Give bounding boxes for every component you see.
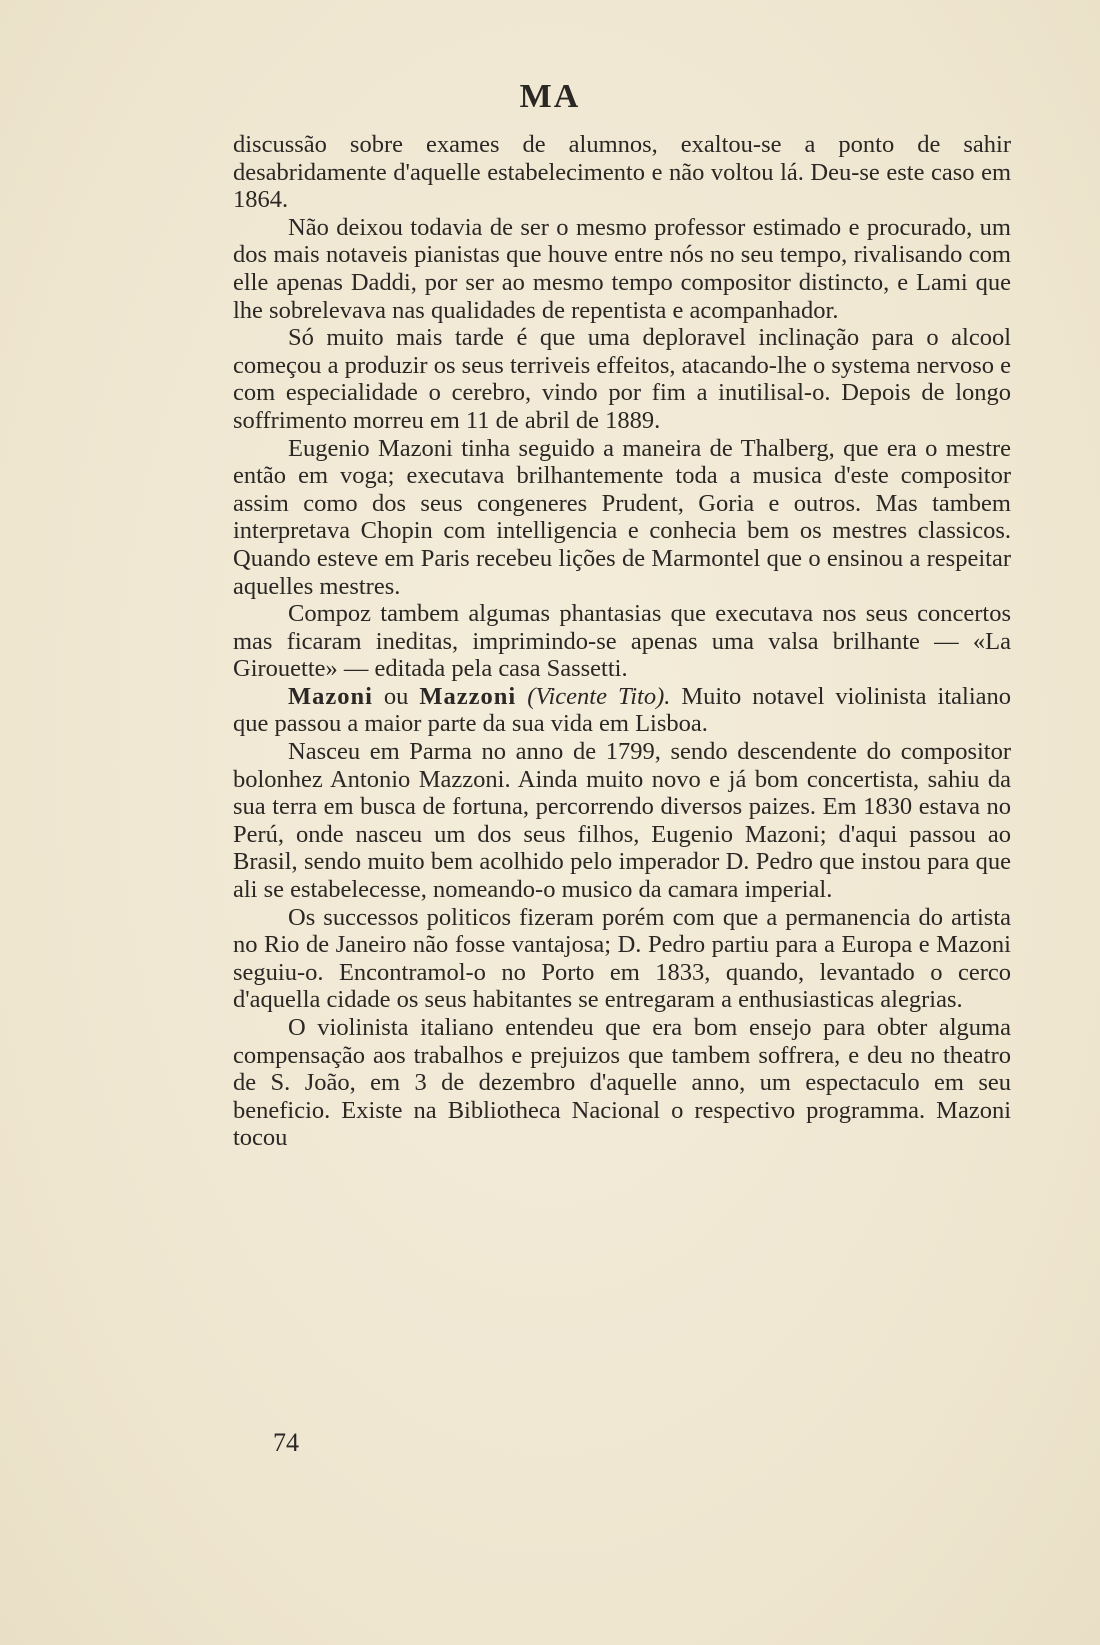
- entry-connector: ou: [372, 682, 420, 710]
- paragraph: Compoz tambem algumas phantasias que executava nos seus concertos mas ficaram ineditas, imprimindo-se apenas uma valsa brilhante — «La Girouette» — editada pela casa Sassetti.: [233, 600, 1011, 683]
- entry-name: Mazoni: [288, 682, 373, 710]
- body-text: [233, 131, 1011, 1152]
- paragraph: Só muito mais tarde é que uma deploravel inclinação para o alcool começou a produzir os seus terriveis effeitos, atacando-lhe o systema nervoso e com especialidade o cerebro, vindo por fim a inutilisal-o. Depois de longo soffrimento morreu em 11 de abril de 1889.: [233, 324, 1011, 434]
- paragraph: discussão sobre exames de alumnos, exaltou-se a ponto de sahir desabridamente d'aquelle estabelecimento e não voltou lá. Deu-se este caso em 1864.: [233, 131, 1011, 214]
- paragraph: Não deixou todavia de ser o mesmo professor estimado e procurado, um dos mais notaveis pianistas que houve entre nós no seu tempo, rivalisando com elle apenas Daddi, por ser ao mesmo tempo compositor distincto, e Lami que lhe sobrelevava nas qualidades de repentista e acompanhador.: [233, 213, 1011, 324]
- paragraph: O violinista italiano entendeu que era bom ensejo para obter alguma compensação aos trabalhos e prejuizos que tambem soffrera, e deu no theatro de S. João, em 3 de dezembro d'aquelle anno, um espectaculo em seu beneficio. Existe na Bibliotheca Nacional o respectivo programma. Mazoni tocou: [233, 1014, 1011, 1152]
- entry-name-alt: Mazzoni: [419, 682, 517, 710]
- entry-description: Muito notavel violinista italiano que passou a maior parte da sua vida em Lisboa.: [233, 682, 1012, 738]
- page-number: 74: [273, 1428, 299, 1457]
- paragraph: Eugenio Mazoni tinha seguido a maneira de Thalberg, que era o mestre então em voga; executava brilhantemente toda a musica d'este compositor assim como dos seus congeneres Prudent, Goria e outros. Mas tambem interpretava Chopin com intelligencia e conhecia bem os mestres classicos. Quando esteve em Paris recebeu lições de Marmontel que o ensinou a respeitar aquelles mestres.: [233, 434, 1011, 600]
- running-header: MA: [519, 78, 581, 115]
- paragraph: Os successos politicos fizeram porém com que a permanencia do artista no Rio de Janeiro não fosse vantajosa; D. Pedro partiu para a Europa e Mazoni seguiu-o. Encontramol-o no Porto em 1833, quando, levantado o cerco d'aquella cidade os seus habitantes se entregaram a enthusiasticas alegrias.: [233, 903, 1011, 1014]
- entry-heading-paragraph: [233, 683, 1011, 738]
- entry-given-name: (Vicente Tito).: [516, 682, 671, 710]
- paragraph: Nasceu em Parma no anno de 1799, sendo descendente do compositor bolonhez Antonio Mazzoni. Ainda muito novo e já bom concertista, sahiu da sua terra em busca de fortuna, percorrendo diversos paizes. Em 1830 estava no Perú, onde nasceu um dos seus filhos, Eugenio Mazoni; d'aqui passou ao Brasil, sendo muito bem acolhido pelo imperador D. Pedro que instou para que ali se estabelecesse, nomeando-o musico da camara imperial.: [233, 738, 1011, 904]
